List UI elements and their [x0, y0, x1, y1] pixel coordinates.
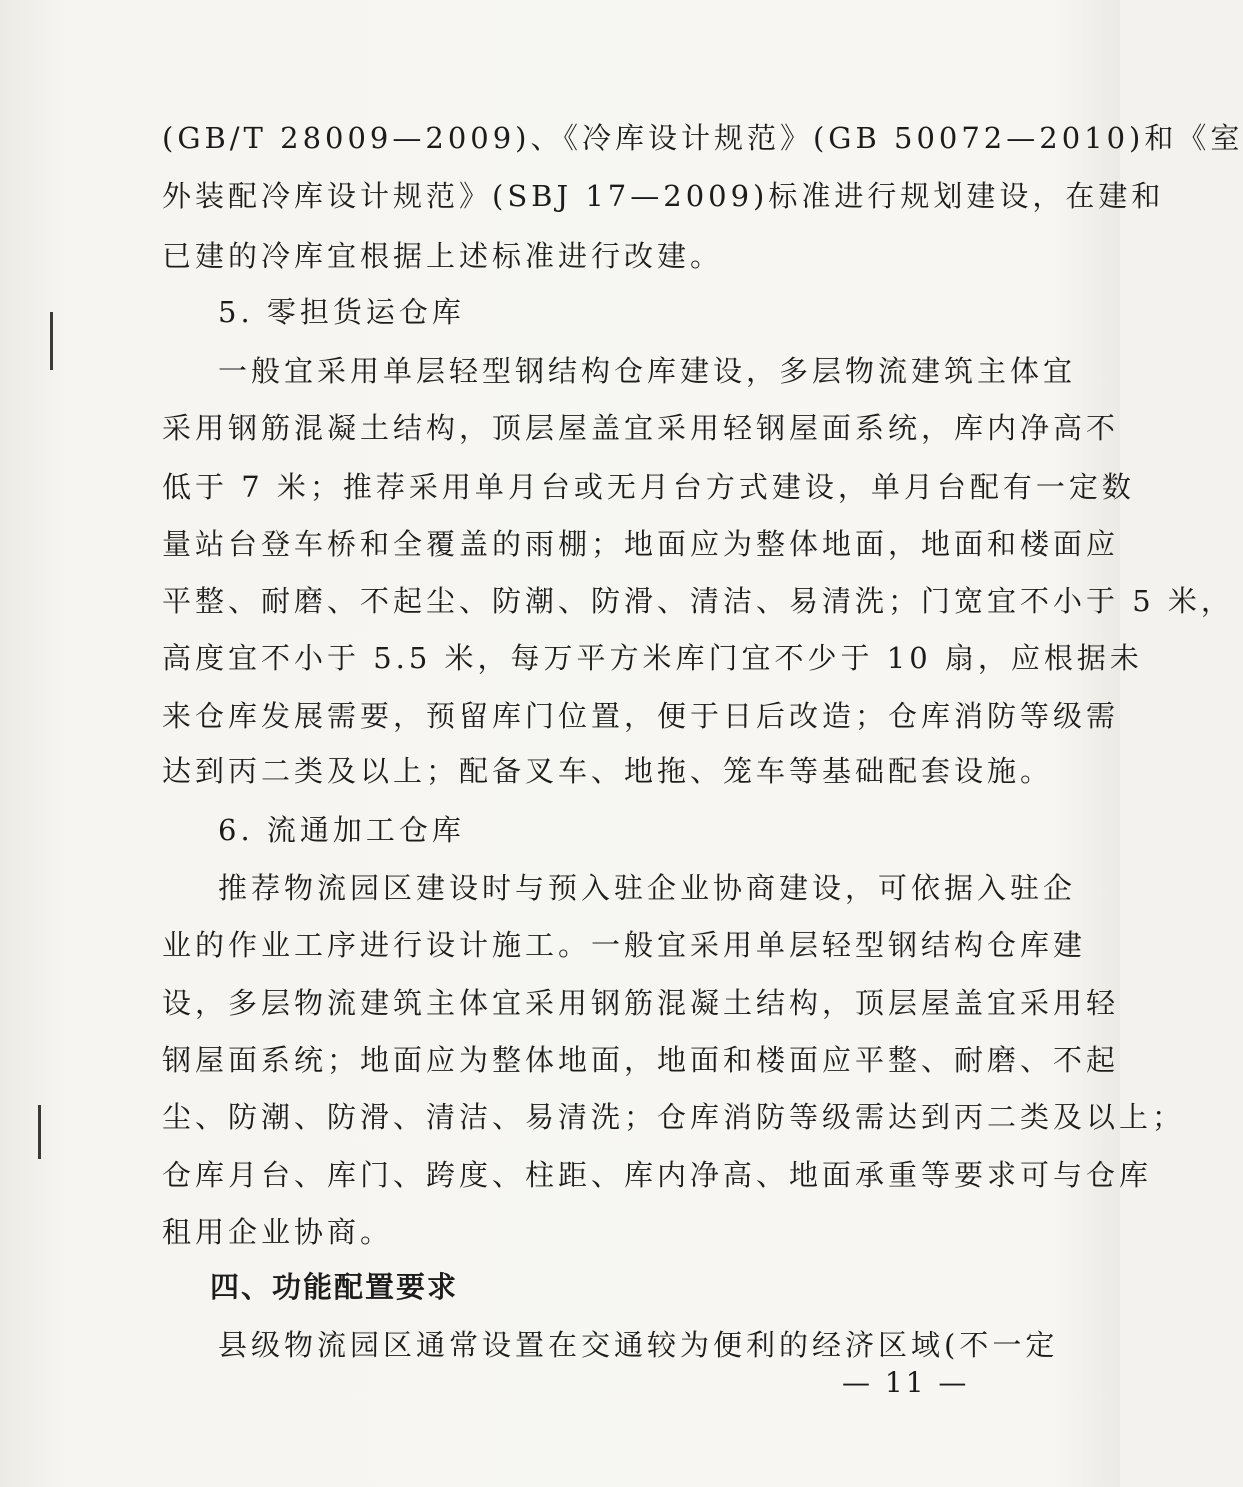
- section-heading-5: 5. 零担货运仓库: [218, 295, 465, 329]
- text-line-17: 钢屋面系统；地面应为整体地面，地面和楼面应平整、耐磨、不起: [162, 1043, 1120, 1077]
- text-line-19: 仓库月台、库门、跨度、柱距、库内净高、地面承重等要求可与仓库: [162, 1158, 1153, 1192]
- text-line-9: 平整、耐磨、不起尘、防潮、防滑、清洁、易清洗；门宽宜不小于 5 米，: [162, 584, 1234, 618]
- text-line-2: 外装配冷库设计规范》(SBJ 17—2009)标准进行规划建设，在建和: [162, 179, 1165, 213]
- text-line-18: 尘、防潮、防滑、清洁、易清洗；仓库消防等级需达到丙二类及以上；: [162, 1100, 1186, 1134]
- text-line-3: 已建的冷库宜根据上述标准进行改建。: [162, 239, 724, 273]
- text-line-8: 量站台登车桥和全覆盖的雨棚；地面应为整体地面，地面和楼面应: [162, 527, 1120, 561]
- text-line-5: 一般宜采用单层轻型钢结构仓库建设，多层物流建筑主体宜: [218, 354, 1077, 388]
- binding-mark-upper: [50, 312, 53, 370]
- text-line-6: 采用钢筋混凝土结构，顶层屋盖宜采用轻钢屋面系统，库内净高不: [162, 411, 1120, 445]
- text-line-7: 低于 7 米；推荐采用单月台或无月台方式建设，单月台配有一定数: [162, 470, 1135, 504]
- page-number: — 11 —: [842, 1366, 970, 1399]
- text-line-20: 租用企业协商。: [162, 1215, 394, 1249]
- text-line-12: 达到丙二类及以上；配备叉车、地拖、笼车等基础配套设施。: [162, 754, 1054, 788]
- text-line-1: (GB/T 28009—2009)、《冷库设计规范》(GB 50072—2010)和《室: [162, 121, 1243, 155]
- section-heading-4: 四、功能配置要求: [210, 1270, 459, 1304]
- text-line-22: 县级物流园区通常设置在交通较为便利的经济区域(不一定: [218, 1328, 1059, 1362]
- text-line-10: 高度宜不小于 5.5 米，每万平方米库门宜不少于 10 扇，应根据未: [162, 641, 1143, 675]
- text-line-14: 推荐物流园区建设时与预入驻企业协商建设，可依据入驻企: [218, 871, 1077, 905]
- text-line-11: 来仓库发展需要，预留库门位置，便于日后改造；仓库消防等级需: [162, 699, 1120, 733]
- text-line-16: 设，多层物流建筑主体宜采用钢筋混凝土结构，顶层屋盖宜采用轻: [162, 986, 1120, 1020]
- text-line-15: 业的作业工序进行设计施工。一般宜采用单层轻型钢结构仓库建: [162, 928, 1087, 962]
- binding-mark-lower: [38, 1105, 41, 1159]
- section-heading-6: 6. 流通加工仓库: [218, 813, 465, 847]
